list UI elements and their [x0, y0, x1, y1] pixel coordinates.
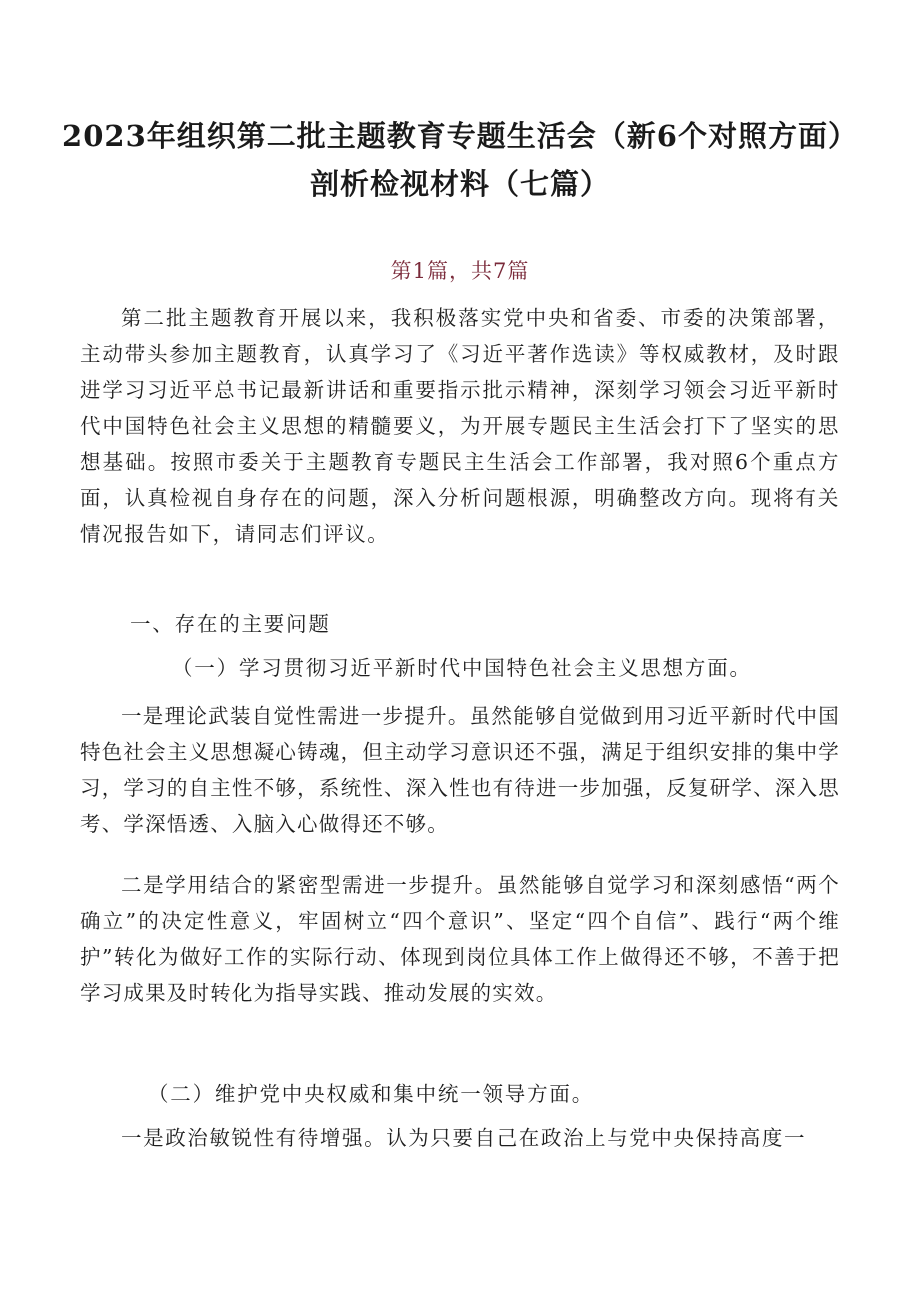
- part-label: 第1篇，共7篇: [390, 259, 530, 283]
- section-heading-problems: 一、存在的主要问题: [130, 612, 331, 636]
- paragraph-point-3: 一是政治敏锐性有待增强。认为只要自己在政治上与党中央保持高度一: [121, 1126, 807, 1150]
- document-title: 2023年组织第二批主题教育专题生活会（新6个对照方面）剖析检视材料（七篇）: [62, 119, 858, 201]
- paragraph-point-2: 二是学用结合的紧密型需进一步提升。虽然能够自觉学习和深刻感悟“两个确立”的决定性意义，牢固树立“四个意识”、坚定“四个自信”、践行“两个维护”转化为做好工作的实际行动、体现到岗位具体工作上做得还不够，不善于把学习成果及时转化为指导实践、推动发展的实效。: [80, 873, 840, 1005]
- intro-paragraph: 第二批主题教育开展以来，我积极落实党中央和省委、市委的决策部署，主动带头参加主题教育，认真学习了《习近平著作选读》等权威教材，及时跟进学习习近平总书记最新讲话和重要指示批示精神，深刻学习领会习近平新时代中国特色社会主义思想的精髓要义，为开展专题民主生活会打下了坚实的思想基础。按照市委关于主题教育专题民主生活会工作部署，我对照6个重点方面，认真检视自身存在的问题，深入分析问题根源，明确整改方向。现将有关情况报告如下，请同志们评议。: [80, 306, 840, 546]
- paragraph-point-1: 一是理论武装自觉性需进一步提升。虽然能够自觉做到用习近平新时代中国特色社会主义思想凝心铸魂，但主动学习意识还不强，满足于组织安排的集中学习，学习的自主性不够，系统性、深入性也有待进一步加强，反复研学、深入思考、学深悟透、入脑入心做得还不够。: [80, 704, 840, 836]
- subsection-heading-authority: （二）维护党中央权威和集中统一领导方面。: [148, 1082, 594, 1106]
- subsection-heading-study: （一）学习贯彻习近平新时代中国特色社会主义思想方面。: [172, 656, 752, 680]
